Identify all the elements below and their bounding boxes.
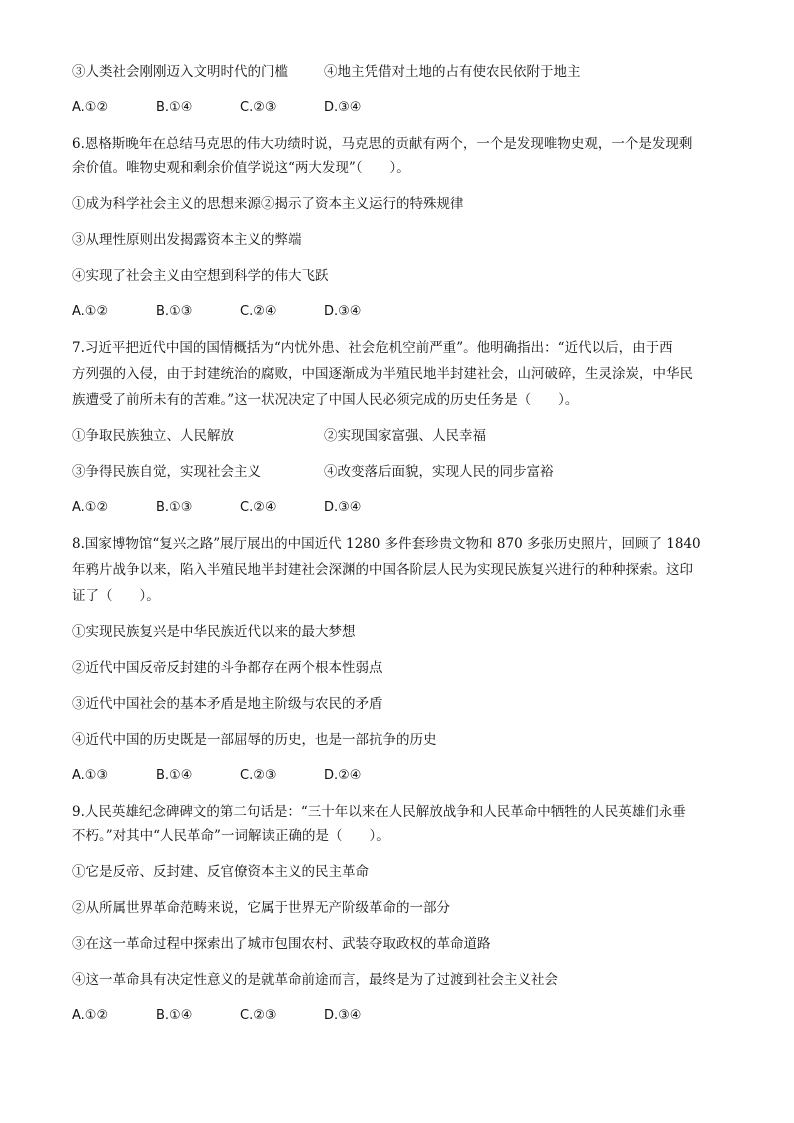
q5-option-b: B.①④ [156,100,193,115]
q9-stem-line-1: 9.人民英雄纪念碑碑文的第二句话是：“三十年以来在人民解放战争和人民革命中牺牲的人民英雄们永垂 [72,804,686,820]
q5-items-34 [72,62,724,82]
q6-stem-line-1: 6.恩格斯晚年在总结马克思的伟大功绩时说，马克思的贡献有两个，一个是发现唯物史观，一个是发现剩 [72,136,693,152]
q7-item-4: ④改变落后面貌，实现人民的同步富裕 [324,464,554,480]
q7-option-c: C.②④ [240,500,277,515]
q5-option-d: D.③④ [324,100,362,115]
q8-option-b: B.①④ [156,768,193,783]
q7-item-3: ③争得民族自觉，实现社会主义 [72,464,261,480]
q6-option-a: A.①② [72,304,109,319]
q9-option-c: C.②③ [240,1008,277,1023]
q7-option-d: D.③④ [324,500,362,515]
q7-stem-line-3: 族遭受了前所未有的苦难。”这一状况决定了中国人民必须完成的历史任务是（ ）。 [72,392,579,408]
q6-items-12: ①成为科学社会主义的思想来源②揭示了资本主义运行的特殊规律 [72,196,464,212]
q7-items-12 [72,426,724,446]
q8-option-d: D.②④ [324,768,362,783]
q8-item-3: ③近代中国社会的基本矛盾是地主阶级与农民的矛盾 [72,696,383,712]
q7-options [72,498,724,518]
q5-option-a: A.①② [72,100,109,115]
q8-stem-line-2: 年鸦片战争以来，陷入半殖民地半封建社会深渊的中国各阶层人民为实现民族复兴进行的种种探索。这印 [72,562,693,578]
q7-stem-line-1: 7.习近平把近代中国的国情概括为“内忧外患、社会危机空前严重”。他明确指出：“近代以后，由于西 [72,340,673,356]
q5-options [72,98,724,118]
q6-option-d: D.③④ [324,304,362,319]
q6-options [72,302,724,322]
q9-option-a: A.①② [72,1008,109,1023]
q5-item-4: ④地主凭借对土地的占有使农民依附于地主 [324,64,581,80]
q6-item-4: ④实现了社会主义由空想到科学的伟大飞跃 [72,268,329,284]
q6-stem-line-2: 余价值。唯物史观和剩余价值学说这“两大发现”（ ）。 [72,160,410,176]
q9-option-b: B.①④ [156,1008,193,1023]
q7-item-2: ②实现国家富强、人民幸福 [324,428,486,444]
q8-item-1: ①实现民族复兴是中华民族近代以来的最大梦想 [72,624,356,640]
q9-item-2: ②从所属世界革命范畴来说，它属于世界无产阶级革命的一部分 [72,900,450,916]
q9-item-1: ①它是反帝、反封建、反官僚资本主义的民主革命 [72,864,369,880]
page-content [72,62,724,1026]
q6-item-3: ③从理性原则出发揭露资本主义的弊端 [72,232,302,248]
q8-item-4: ④近代中国的历史既是一部屈辱的历史，也是一部抗争的历史 [72,732,437,748]
q9-stem-line-2: 不朽。”对其中“人民革命”一词解读正确的是（ ）。 [72,828,390,844]
q8-options [72,766,724,786]
q9-options [72,1006,724,1026]
q9-item-4: ④这一革命具有决定性意义的是就革命前途而言，最终是为了过渡到社会主义社会 [72,972,558,988]
q7-item-1: ①争取民族独立、人民解放 [72,428,234,444]
q7-option-a: A.①② [72,500,109,515]
q6-option-c: C.②④ [240,304,277,319]
q6-option-b: B.①③ [156,304,193,319]
q7-option-b: B.①③ [156,500,193,515]
q8-option-c: C.②③ [240,768,277,783]
q5-option-c: C.②③ [240,100,277,115]
q9-option-d: D.③④ [324,1008,362,1023]
q9-item-3: ③在这一革命过程中探索出了城市包围农村、武装夺取政权的革命道路 [72,936,491,952]
q8-stem-line-1: 8.国家博物馆“复兴之路”展厅展出的中国近代 1280 多件套珍贵文物和 870 多张历史照片，回顾了 1840 [72,536,701,552]
q8-stem-line-3: 证了（ ）。 [72,588,160,604]
q7-items-34 [72,462,724,482]
q8-item-2: ②近代中国反帝反封建的斗争都存在两个根本性弱点 [72,660,383,676]
q7-stem-line-2: 方列强的入侵，由于封建统治的腐败，中国逐渐成为半殖民地半封建社会，山河破碎，生灵涂炭，中华民 [72,366,693,382]
q8-option-a: A.①③ [72,768,109,783]
q5-item-3: ③人类社会刚刚迈入文明时代的门槛 [72,64,288,80]
